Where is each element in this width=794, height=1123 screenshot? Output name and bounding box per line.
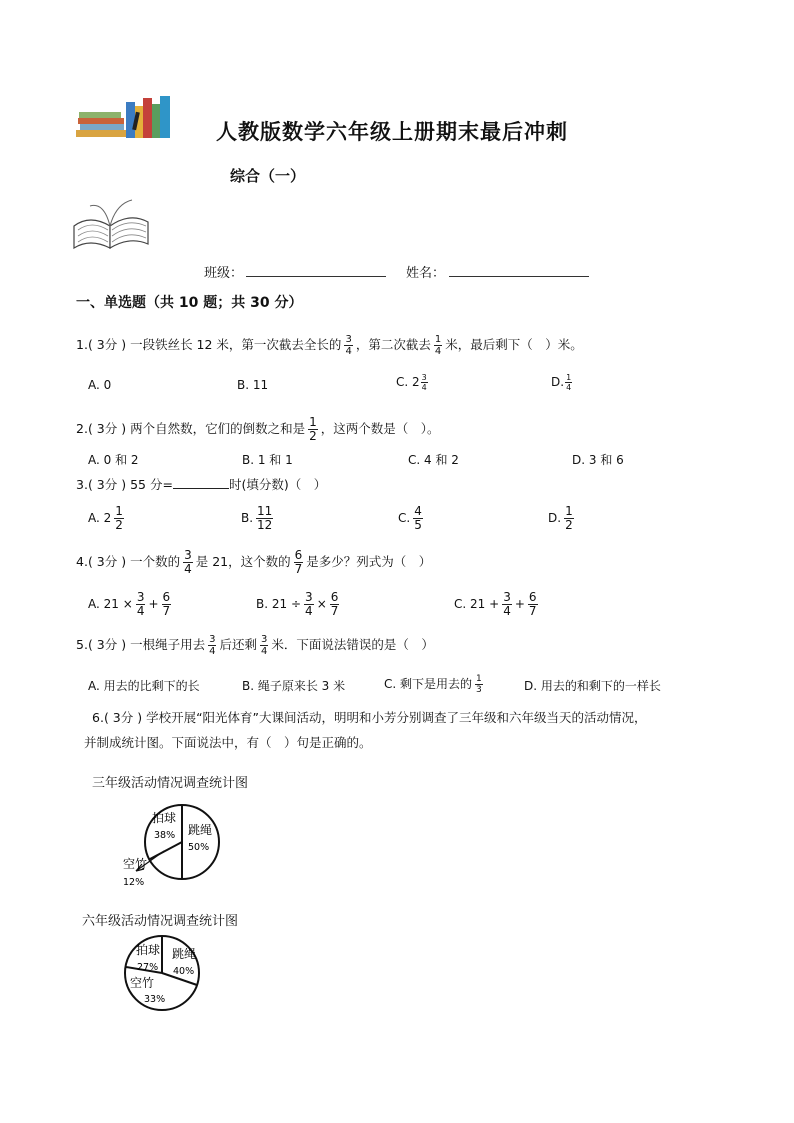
q2-option-a[interactable]: A. 0 和 2 (88, 453, 139, 467)
answer-blank[interactable] (173, 476, 229, 489)
slice-label-paiqiu: 拍球 (136, 943, 161, 957)
section-title: 一、单选题（共 10 题；共 30 分） (76, 295, 303, 311)
q4-option-b[interactable]: B. 21 ÷ $\frac{3}{4}$ × $\frac{6}{7}$ (256, 590, 339, 618)
open-book-icon (70, 196, 152, 254)
slice-label-tiaosheng: 跳绳 (172, 947, 197, 961)
slice-label-kongzhu: 空竹 (123, 857, 148, 871)
slice-value-tiaosheng: 50% (188, 842, 210, 853)
q4-option-a[interactable]: A. 21 × $\frac{3}{4}$ + $\frac{6}{7}$ (88, 590, 171, 618)
slice-label-tiaosheng: 跳绳 (188, 823, 213, 837)
books-stack-icon (76, 92, 176, 142)
q3-option-b[interactable]: B. $\frac{11}{12}$ (241, 504, 273, 532)
slice-label-paiqiu: 拍球 (152, 811, 177, 825)
q5-option-a[interactable]: A. 用去的比剩下的长 (88, 679, 200, 693)
chart-2-title: 六年级活动情况调查统计图 (82, 914, 239, 929)
question-6: 6.( 3分 ) 学校开展“阳光体育”大课间活动，明明和小芳分别调查了三年级和六年级当天的活动情况， (92, 710, 647, 725)
name-label: 姓名： (406, 266, 446, 281)
page-subtitle: 综合（一） (230, 167, 306, 185)
pie-chart-grade-3 (112, 796, 232, 892)
question-4: 4.( 3分 ) 一个数的 $\frac{3}{4}$ 是 21，这个数的 $\frac{6}{7}$ 是多少？列式为（ ） (76, 548, 432, 576)
q1-option-b[interactable]: B. 11 (237, 378, 269, 392)
q1-option-d[interactable]: D. $\frac{1}{4}$ (551, 373, 572, 392)
slice-value-paiqiu: 38% (154, 830, 176, 841)
question-6-line2: 并制成统计图。下面说法中，有（ ）句是正确的。 (84, 735, 372, 750)
q1-option-a[interactable]: A. 0 (88, 378, 112, 392)
question-1: 1.( 3分 ) 一段铁丝长 12 米，第一次截去全长的 $\frac{3}{4}$ ，第二次截去 $\frac{1}{4}$ 米，最后剩下（ ）米。 (76, 334, 583, 357)
q5-option-c[interactable]: C. 剩下是用去的 $\frac{1}{3}$ (384, 674, 482, 695)
name-field[interactable] (449, 262, 589, 277)
q3-option-d[interactable]: D. $\frac{1}{2}$ (548, 504, 573, 532)
q5-option-b[interactable]: B. 绳子原来长 3 米 (242, 679, 346, 693)
slice-label-kongzhu: 空竹 (130, 976, 155, 990)
slice-value-paiqiu: 27% (137, 962, 159, 973)
class-label: 班级： (204, 266, 244, 281)
chart-1-title: 三年级活动情况调查统计图 (92, 776, 249, 791)
page-title: 人教版数学六年级上册期末最后冲刺 (216, 119, 568, 144)
q1-option-c[interactable]: C. 2 $\frac{3}{4}$ (396, 373, 427, 392)
question-5: 5.( 3分 ) 一根绳子用去 $\frac{3}{4}$ 后还剩 $\frac{3}{4}$ 米．下面说法错误的是（ ） (76, 634, 434, 657)
class-field[interactable] (246, 262, 386, 277)
q3-option-c[interactable]: C. $\frac{4}{5}$ (398, 504, 422, 532)
pie-chart-grade-6 (120, 932, 210, 1016)
q2-option-d[interactable]: D. 3 和 6 (572, 453, 624, 467)
q2-option-c[interactable]: C. 4 和 2 (408, 453, 459, 467)
q4-option-c[interactable]: C. 21 + $\frac{3}{4}$ + $\frac{6}{7}$ (454, 590, 537, 618)
slice-value-kongzhu: 33% (144, 994, 166, 1005)
question-3: 3.( 3分 ) 55 分= 时(填分数)（ ） (76, 477, 327, 492)
q2-option-b[interactable]: B. 1 和 1 (242, 453, 293, 467)
slice-value-tiaosheng: 40% (173, 966, 195, 977)
q5-option-d[interactable]: D. 用去的和剩下的一样长 (524, 679, 661, 693)
slice-value-kongzhu: 12% (123, 877, 145, 888)
q3-option-a[interactable]: A. 2 $\frac{1}{2}$ (88, 504, 123, 532)
question-2: 2.( 3分 ) 两个自然数，它们的倒数之和是 $\frac{1}{2}$ ，这两个数是（ ）。 (76, 415, 440, 443)
